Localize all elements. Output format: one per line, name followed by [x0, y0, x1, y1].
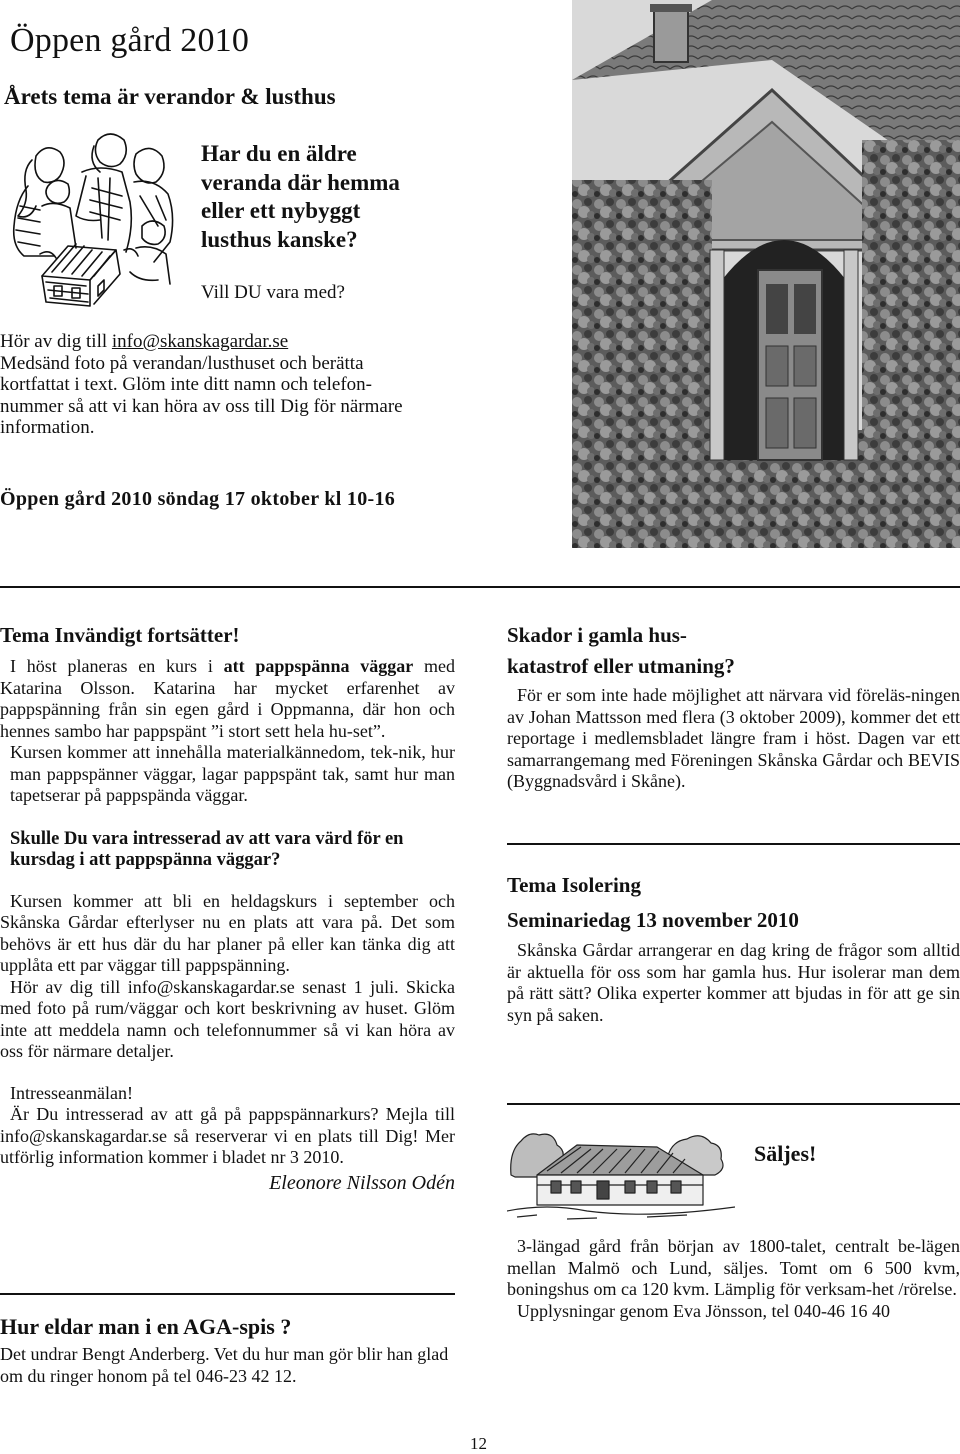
contact-line: nummer så att vi kan höra av oss till Dig för närmare	[0, 395, 403, 417]
insulation-heading-1: Tema Isolering	[507, 873, 641, 897]
details-text: Kursen kommer att bli en heldagskurs i september och Skånska Gårdar efterlyser nu en plats att vara på. Det som behövs är ett hus där du har planer på eller kan tänka dig att upplåta ett par väggar till pappspänning.	[0, 890, 455, 975]
insulation-text	[507, 940, 960, 1026]
sale-divider	[507, 1103, 960, 1105]
insulation-section	[507, 870, 960, 1026]
contact-line: kortfattat i text. Glöm inte ditt namn och telefon-	[0, 374, 372, 395]
host-question: Skulle Du vara intresserad av att vara värd för en kursdag i att pappspänna väggar?	[10, 828, 404, 870]
contact-lead: Hör av dig till	[0, 331, 112, 352]
farm-sketch	[507, 1115, 735, 1223]
course-details	[0, 891, 455, 977]
sale-heading: Säljes!	[754, 1141, 817, 1166]
veranda-question	[201, 140, 561, 254]
sale-text	[507, 1236, 960, 1301]
veranda-photo	[572, 0, 960, 548]
question-line: lusthus kanske?	[201, 226, 358, 252]
contact-instructions	[0, 331, 560, 439]
insulation-divider	[507, 843, 960, 845]
question-line: eller ett nybyggt	[201, 198, 361, 223]
insulation-heading-2: Seminariedag 13 november 2010	[507, 908, 799, 932]
question-line: veranda där hemma	[201, 169, 400, 195]
course-intro	[0, 656, 455, 742]
family-house-model-illustration	[6, 126, 198, 312]
intro-text: I höst planeras en kurs i	[10, 656, 224, 676]
sale-body: 3-längad gård från början av 1800-talet, centralt be-lägen mellan Malmö och Lund, säljes. Tomt om 6 500 kvm, boningshus om ca 120 kvm. Lämplig för verksam-het /rörelse.	[507, 1236, 960, 1299]
open-day-date: Öppen gård 2010 söndag 17 oktober kl 10-16	[0, 488, 396, 510]
aga-section	[0, 1314, 455, 1387]
course-contact	[0, 977, 455, 1063]
aga-heading: Hur eldar man i en AGA-spis ?	[0, 1314, 292, 1339]
sale-section	[507, 1236, 960, 1322]
contact-line: information.	[0, 417, 95, 438]
interior-heading: Tema Invändigt fortsätter!	[0, 623, 240, 647]
damage-heading-2: katastrof eller utmaning?	[507, 654, 735, 678]
intro-bold: att pappspänna väggar	[223, 656, 414, 676]
contact-lead-line	[0, 331, 560, 353]
left-column	[0, 623, 455, 1194]
sale-contact: Upplysningar genom Eva Jönsson, tel 040-46 16 40	[517, 1300, 890, 1321]
page-number: 12	[470, 1434, 487, 1453]
join-prompt: Vill DU vara med?	[201, 282, 345, 303]
aga-divider	[0, 1293, 455, 1295]
email-link[interactable]: info@skanskagardar.se	[111, 331, 289, 352]
damage-section	[507, 620, 960, 793]
intro-text-2: med Katarina Olsson. Katarina har mycket erfarenhet av pappspänning från sin egen gård i Oppmanna, där hon och hennes sambo har pappspänt ”i stort sett hela hu-set”.	[0, 656, 456, 741]
contact-deadline-text: Hör av dig till info@skanskagardar.se senast 1 juli. Skicka med foto på rum/väggar och kort beskrivning av huset. Glöm inte att meddela namn och telefonnummer så vi kan höra av oss för närmare detaljer.	[0, 976, 455, 1061]
interest-body: Är Du intresserad av att gå på pappspännarkurs? Mejla till info@skanskagardar.se så reserverar vi en plats till Dig! Mer utförlig information kommer i bladet nr 3 2010.	[0, 1104, 455, 1167]
top-divider	[0, 586, 960, 588]
interest-title: Intresseanmälan!	[10, 1082, 133, 1103]
course-content: Kursen kommer att innehålla materialkännedom, tek-nik, hur man pappspänner väggar, lagar pappspänt tak, samt hur man tapetserar på pappspända väggar.	[10, 742, 455, 805]
page-title: Öppen gård 2010	[10, 22, 250, 59]
signature: Eleonore Nilsson Odén	[269, 1171, 455, 1194]
interest-text	[0, 1104, 455, 1169]
question-line: Har du en äldre	[201, 141, 357, 166]
insulation-body: Skånska Gårdar arrangerar en dag kring de frågor som alltid är aktuella för oss som har gamla hus. Hur isolerar man dem på rätt sätt? Olika experter kommer att bjudas in för att ge sin syn på saken.	[507, 940, 960, 1025]
theme-heading: Årets tema är verandor & lusthus	[4, 84, 336, 109]
damage-heading-1: Skador i gamla hus-	[507, 623, 687, 647]
damage-text	[507, 685, 960, 793]
aga-text: Det undrar Bengt Anderberg. Vet du hur man gör blir han glad om du ringer honom på tel 046-23 42 12.	[0, 1344, 449, 1386]
contact-line: Medsänd foto på verandan/lusthuset och berätta	[0, 352, 364, 374]
damage-body: För er som inte hade möjlighet att närvara vid föreläs-ningen av Johan Mattsson med flera (3 oktober 2009), kommer det ett reportage i medlemsbladet längre fram i höst. Dagen var ett samarrangemang med Föreningen Skånska Gårdar och BEVIS (Byggnadsvård i Skåne).	[507, 685, 960, 791]
